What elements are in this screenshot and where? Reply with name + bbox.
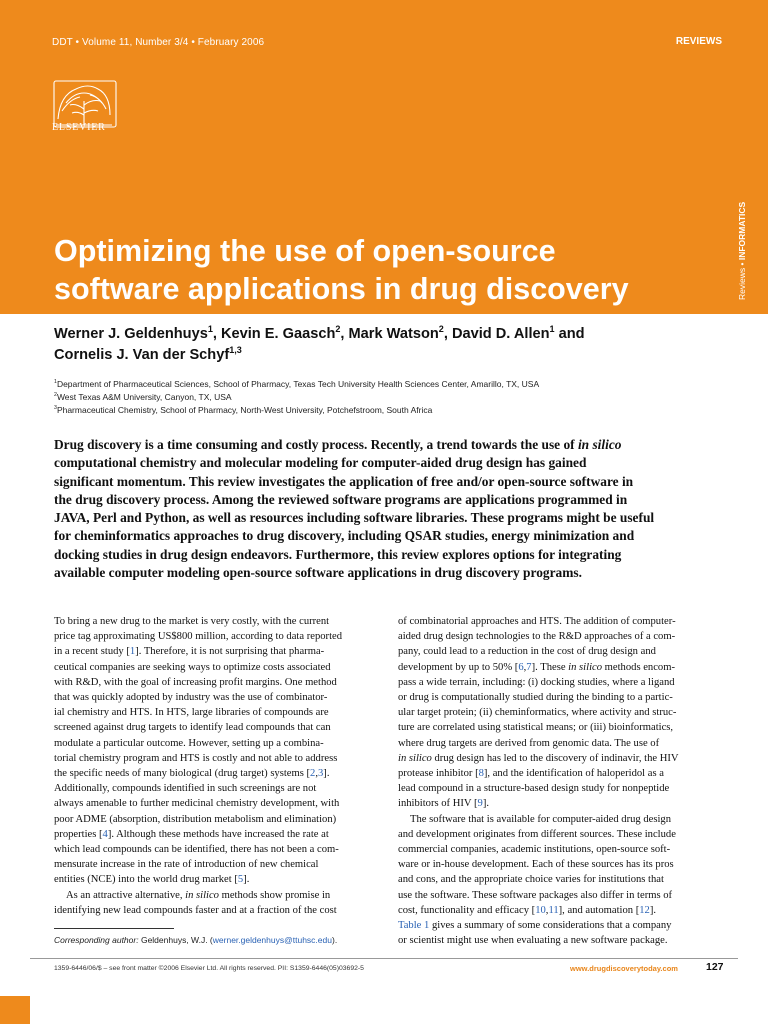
footer-divider — [30, 958, 738, 959]
body-text: development by up to 50% [ — [398, 661, 519, 673]
body-text: methods show promise in — [218, 889, 331, 901]
author-list — [54, 324, 734, 366]
abstract-line: the drug discovery process. Among the reviewed software programs are applications programmed in — [54, 491, 628, 507]
body-text: As an attractive alternative, — [66, 889, 186, 901]
body-line: always amenable to further medicinal chemistry development, with — [54, 798, 340, 810]
body-line: or drug is computationally studied during the binding to a partic- — [398, 692, 673, 704]
body-line: or scientist might use when evaluating a new software package. — [398, 935, 668, 947]
citation-link[interactable]: 12 — [639, 904, 650, 916]
corresponding-label: Corresponding author: — [54, 935, 139, 945]
body-line — [398, 918, 723, 933]
body-column-right — [398, 614, 723, 948]
author-affil-mark: 2 — [438, 324, 444, 335]
body-line: ial chemistry and HTS. In HTS, large libraries of compounds are — [54, 707, 329, 719]
body-column-left — [54, 614, 379, 918]
abstract-line: computational chemistry and molecular modeling for computer-aided drug design has gained — [54, 455, 587, 471]
page-number: 127 — [706, 961, 724, 973]
body-line: The software that is available for computer-aided drug design — [410, 813, 672, 825]
body-line — [54, 766, 379, 781]
author-line — [54, 324, 734, 345]
body-line: pass a wide terrain, including: (i) docking studies, where a ligand — [398, 676, 675, 688]
citation-link[interactable]: 2 — [310, 768, 316, 780]
body-text: properties [ — [54, 828, 103, 840]
body-line: screened against drug targets to identify lead compounds that can — [54, 722, 331, 734]
corresponding-author — [54, 935, 337, 945]
copyright-line: 1359-6446/06/$ – see front matter ©2006 Elsevier Ltd. All rights reserved. PII: S1359-6446(05)03692-5 — [54, 965, 364, 972]
body-line: modulate a particular outcome. However, setting up a combina- — [54, 737, 324, 749]
author-name: Werner J. Geldenhuys — [54, 326, 208, 342]
body-line — [398, 796, 723, 811]
section-side-tag — [737, 202, 747, 300]
body-line: To bring a new drug to the market is very costly, with the current — [54, 616, 330, 627]
body-text: ]. Therefore, it is not surprising that pharma- — [135, 646, 325, 658]
author-name: , Kevin E. Gaasch — [212, 326, 336, 342]
journal-url-link[interactable]: www.drugdiscoverytoday.com — [570, 964, 678, 973]
abstract-line: available computer modeling open-source software applications in drug discovery programs. — [54, 565, 582, 581]
body-line — [398, 751, 723, 766]
affiliation-text: Pharmaceutical Chemistry, School of Pharmacy, North-West University, Potchefstroom, South Africa — [56, 405, 433, 415]
body-line — [398, 766, 723, 781]
affiliation — [54, 378, 734, 391]
body-text: entities (NCE) into the world drug market [ — [54, 874, 238, 886]
body-line: torial chemistry program and HTS is costly and not able to address — [54, 752, 338, 764]
abstract-line — [54, 436, 724, 454]
body-line: poor ADME (absorption, distribution metabolism and elimination) — [54, 813, 337, 825]
abstract-line: for cheminformatics approaches to drug discovery, including QSAR studies, energy minimization and — [54, 528, 635, 544]
citation-link[interactable]: 8 — [478, 768, 484, 780]
citation-link[interactable]: 10 — [535, 904, 546, 916]
author-affil-mark: 1 — [207, 324, 213, 335]
body-text: cost, functionality and efficacy [ — [398, 904, 536, 916]
body-line: commercial companies, academic institutions, open-source soft- — [398, 844, 671, 856]
body-line — [54, 888, 379, 903]
body-text: the specific needs of many biological (drug target) systems [ — [54, 768, 311, 780]
body-line — [54, 644, 379, 659]
author-affil-mark: 2 — [335, 324, 341, 335]
body-text: ]. — [482, 798, 490, 810]
table-link[interactable]: Table 1 — [398, 920, 430, 932]
body-text: ], and the identification of haloperidol as a — [483, 768, 664, 780]
author-name: , David D. Allen — [443, 326, 550, 342]
body-text: ]. — [243, 874, 250, 886]
body-line: which lead compounds can be identified, there has not been a com- — [54, 844, 339, 856]
body-line: ture are correlated using statistical means; or (iii) bioinformatics, — [398, 722, 674, 734]
abstract-italic: in silico — [577, 437, 622, 452]
citation-link[interactable]: 6 — [518, 661, 524, 673]
body-line: use the software. These software packages also differ in terms of — [398, 889, 673, 901]
body-italic: in silico — [398, 752, 432, 764]
body-line: Additionally, compounds identified in such screenings are not — [54, 783, 317, 795]
footnote-divider — [54, 928, 174, 929]
body-line: identifying new lead compounds faster and at a fraction of the cost — [54, 904, 337, 916]
body-line: ceutical companies are seeking ways to optimize costs associated — [54, 661, 331, 673]
body-line: that was quickly adopted by industry was the use of combinator- — [54, 692, 328, 704]
abstract-line: JAVA, Perl and Python, as well as resources including software libraries. These programs might be useful — [54, 510, 655, 526]
citation-link[interactable]: 4 — [102, 828, 108, 840]
body-text: ], and automation [ — [558, 904, 640, 916]
body-text: , — [523, 661, 527, 673]
body-line — [54, 827, 379, 842]
affiliation — [54, 391, 734, 404]
body-line: with R&D, with the goal of increasing profit margins. One method — [54, 676, 337, 688]
citation-link[interactable]: 7 — [526, 661, 532, 673]
body-text: inhibitors of HIV [ — [398, 798, 478, 810]
body-italic: in silico — [185, 889, 219, 901]
body-line — [54, 872, 379, 887]
body-text: ]. — [649, 904, 657, 916]
body-text: protease inhibitor [ — [398, 768, 479, 780]
title-line: Optimizing the use of open-source — [54, 234, 556, 268]
citation-link[interactable]: 3 — [318, 768, 324, 780]
corresponding-tail: ). — [331, 935, 338, 945]
body-text: methods encom- — [602, 661, 675, 673]
body-line: mensurate increase in the rate of introduction of new chemical — [54, 859, 319, 871]
body-line — [398, 660, 723, 675]
body-italic: in silico — [568, 661, 603, 673]
elsevier-wordmark: ELSEVIER — [52, 122, 106, 133]
affiliation-number: 2 — [54, 392, 57, 399]
body-text: , — [545, 904, 549, 916]
citation-link[interactable]: 9 — [477, 798, 483, 810]
author-affil-mark: 1,3 — [229, 345, 242, 356]
author-name: , Mark Watson — [340, 326, 439, 342]
body-text: in a recent study [ — [54, 646, 130, 658]
abstract-line: significant momentum. This review investigates the application of free and/or open-source software in — [54, 473, 634, 489]
body-line: pany, could lead to a reduction in the cost of drug design and — [398, 646, 656, 658]
affiliation — [54, 404, 734, 417]
side-tag-prefix: Reviews • — [737, 260, 747, 300]
author-conjunction: and — [554, 326, 585, 342]
abstract-text: Drug discovery is a time consuming and costly process. Recently, a trend towards the use of — [54, 437, 578, 452]
article-title — [54, 232, 734, 308]
body-line: aided drug design technologies to the R&D approaches of a com- — [398, 631, 676, 643]
citation-link[interactable]: 1 — [129, 646, 136, 658]
body-line: where drug targets are derived from genomic data. The use of — [398, 737, 660, 749]
body-line: lead compound in a structure-based design study for nonpeptide — [398, 783, 670, 795]
body-text: ]. — [323, 768, 330, 780]
body-line: price tag approximating US$800 million, according to data reported — [54, 631, 343, 643]
body-text: ]. Although these methods have increased the rate at — [107, 828, 329, 840]
journal-info: DDT • Volume 11, Number 3/4 • February 2006 — [52, 37, 265, 48]
email-link[interactable]: werner.geldenhuys@ttuhsc.edu — [212, 935, 332, 945]
affiliation-text: West Texas A&M University, Canyon, TX, USA — [56, 392, 232, 402]
affiliation-text: Department of Pharmaceutical Sciences, School of Pharmacy, Texas Tech University Health Sciences Center, Amarillo, TX, USA — [56, 379, 540, 389]
body-text: , — [315, 768, 318, 780]
corner-tab — [0, 996, 30, 1024]
body-line: and cons, and the appropriate choice varies for institutions that — [398, 874, 664, 886]
citation-link[interactable]: 5 — [237, 874, 244, 886]
body-line: of combinatorial approaches and HTS. The addition of computer- — [398, 616, 676, 627]
author-name: Cornelis J. Van der Schyf — [54, 347, 230, 363]
abstract-line: docking studies in drug design endeavors. Furthermore, this review explores options for integrating — [54, 546, 622, 562]
side-tag-topic: INFORMATICS — [737, 201, 747, 261]
body-text: gives a summary of some considerations that a company — [429, 920, 672, 932]
abstract — [54, 436, 724, 582]
section-label: REVIEWS — [675, 36, 722, 47]
citation-link[interactable]: 11 — [548, 904, 559, 916]
body-line — [398, 903, 723, 918]
corresponding-name: Geldenhuys, W.J. ( — [138, 935, 213, 945]
body-line: ware or in-house development. Each of these sources has its pros — [398, 859, 674, 871]
affiliation-list — [54, 378, 734, 417]
affiliation-number: 3 — [54, 405, 57, 412]
author-affil-mark: 1 — [549, 324, 555, 335]
body-line: and development originates from different sources. These include — [398, 828, 676, 840]
author-line — [54, 345, 734, 366]
body-text: ]. These — [531, 661, 569, 673]
body-text: drug design has led to the discovery of indinavir, the HIV — [431, 752, 679, 764]
title-line: software applications in drug discovery — [54, 272, 629, 306]
affiliation-number: 1 — [54, 379, 57, 386]
body-line: ular target protein; (ii) cheminformatics, where activity and struc- — [398, 707, 677, 719]
